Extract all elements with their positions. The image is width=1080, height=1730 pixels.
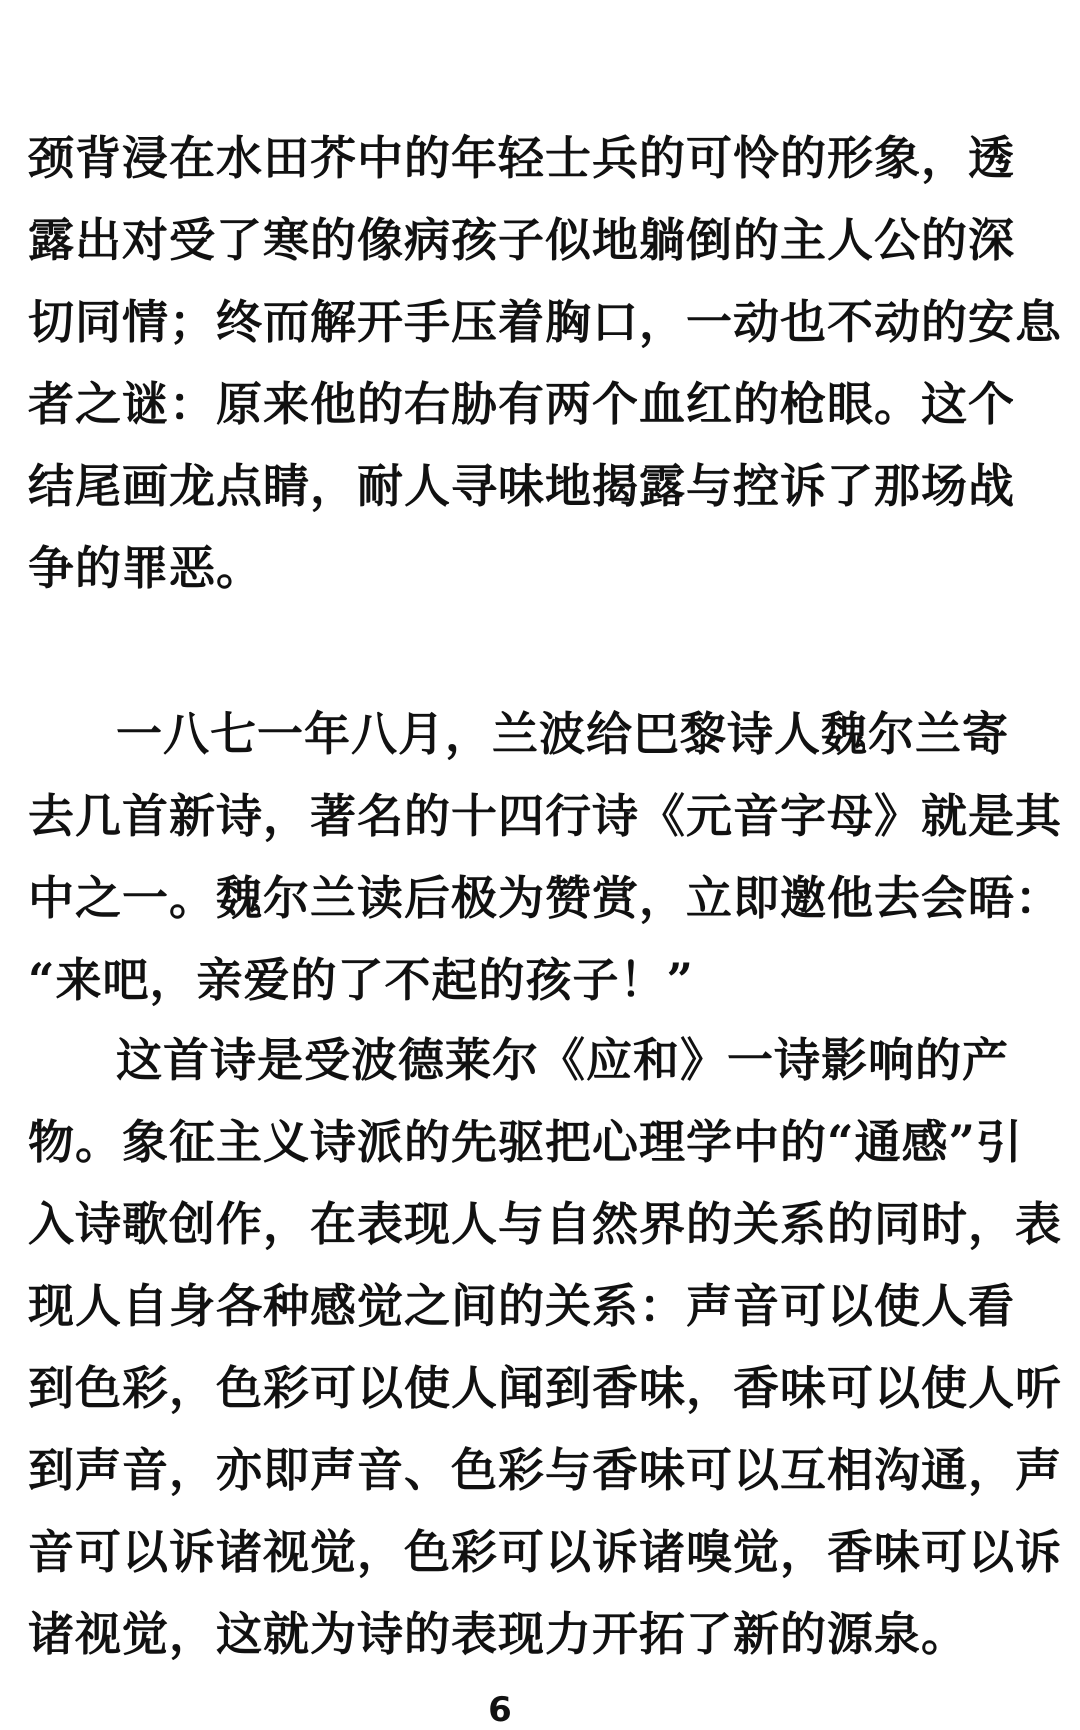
paragraph-3-line-8: 诸视觉，这就为诗的表现力开拓了新的源泉。 <box>28 1607 968 1661</box>
paragraph-3-line-7: 音可以诉诸视觉，色彩可以诉诸嗅觉，香味可以诉 <box>28 1525 1062 1579</box>
paragraph-1-line-4: 者之谜：原来他的右胁有两个血红的枪眼。这个 <box>28 377 1015 431</box>
paragraph-1-line-2: 露出对受了寒的像病孩子似地躺倒的主人公的深 <box>28 213 1015 267</box>
paragraph-1-line-6: 争的罪恶。 <box>28 541 263 595</box>
paragraph-1-line-3: 切同情；终而解开手压着胸口，一动也不动的安息 <box>28 295 1062 349</box>
paragraph-3-line-1: 这首诗是受波德莱尔《应和》一诗影响的产 <box>116 1033 1009 1087</box>
paragraph-3-line-6: 到声音，亦即声音、色彩与香味可以互相沟通，声 <box>28 1443 1062 1497</box>
paragraph-2-line-4: “来吧，亲爱的了不起的孩子！” <box>28 953 694 1007</box>
paragraph-3-line-4: 现人自身各种感觉之间的关系：声音可以使人看 <box>28 1279 1015 1333</box>
paragraph-2-line-2: 去几首新诗，著名的十四行诗《元音字母》就是其 <box>28 789 1062 843</box>
paragraph-1-line-5: 结尾画龙点睛，耐人寻味地揭露与控诉了那场战 <box>28 459 1015 513</box>
paragraph-3-line-3: 入诗歌创作，在表现人与自然界的关系的同时，表 <box>28 1197 1062 1251</box>
page-number: 6 <box>488 1690 512 1730</box>
paragraph-2-line-1: 一八七一年八月，兰波给巴黎诗人魏尔兰寄 <box>116 707 1009 761</box>
paragraph-2-line-3: 中之一。魏尔兰读后极为赞赏，立即邀他去会晤： <box>28 871 1062 925</box>
paragraph-3-line-5: 到色彩，色彩可以使人闻到香味，香味可以使人听 <box>28 1361 1062 1415</box>
paragraph-3-line-2: 物。象征主义诗派的先驱把心理学中的“通感”引 <box>28 1115 1023 1169</box>
paragraph-1-line-1: 颈背浸在水田芥中的年轻士兵的可怜的形象，透 <box>28 131 1015 185</box>
